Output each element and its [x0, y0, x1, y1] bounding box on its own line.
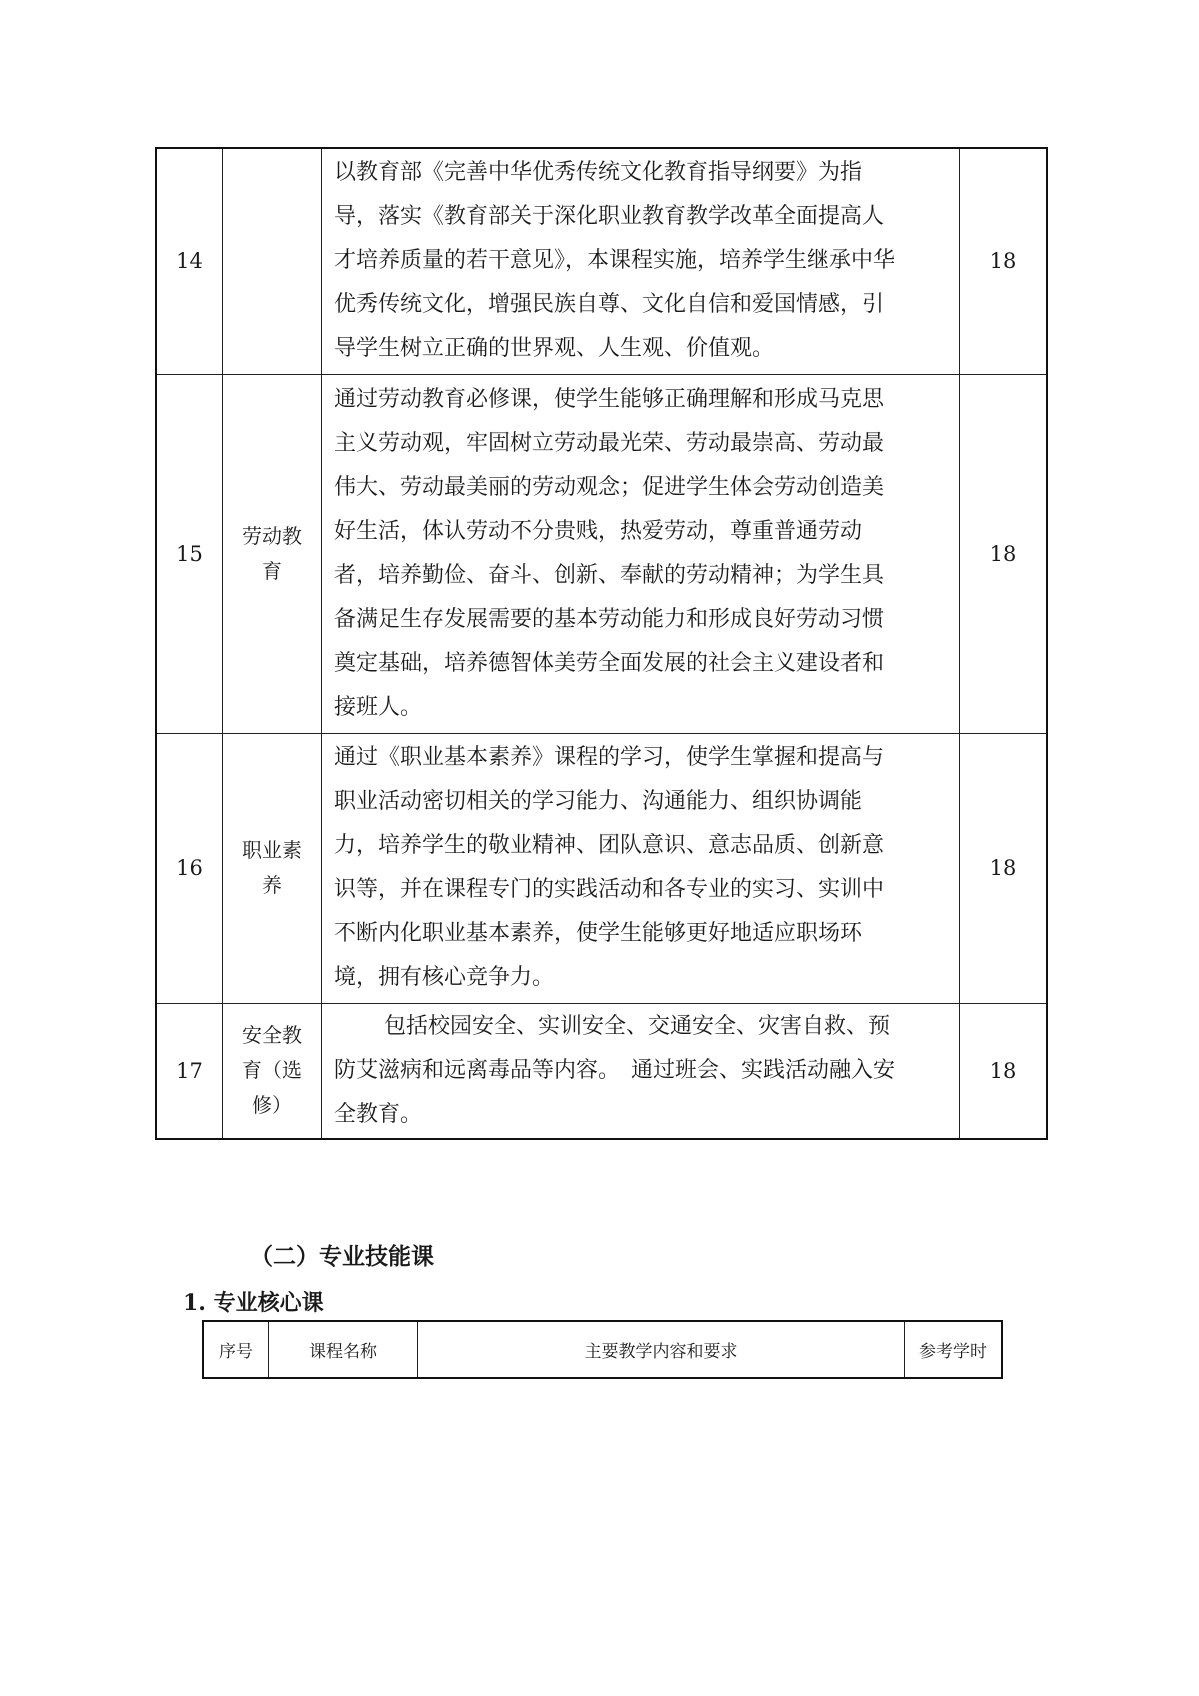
content-line: 伟大、劳动最美丽的劳动观念；促进学生体会劳动创造美: [334, 474, 885, 500]
core-course-table: [202, 1320, 1003, 1379]
content-line: 通过劳动教育必修课，使学生能够正确理解和形成马克思: [334, 386, 885, 412]
header-index: 序号: [203, 1321, 269, 1378]
course-hours: 18: [960, 1003, 1048, 1139]
content-line: 好生活，体认劳动不分贵贱，热爱劳动，尊重普通劳动: [334, 518, 863, 544]
content-line: 职业活动密切相关的学习能力、沟通能力、组织协调能: [334, 789, 863, 814]
content-line: 才培养质量的若干意见》，本课程实施，培养学生继承中华: [334, 248, 896, 274]
course-content: [322, 148, 960, 374]
course-hours: 18: [960, 733, 1048, 1003]
course-name-line: 劳动教: [242, 523, 302, 548]
content-line: 防艾滋病和远离毒品等内容。 通过班会、实践活动融入安: [334, 1057, 896, 1083]
course-name-line: 育（选: [242, 1058, 302, 1083]
course-content: [322, 1003, 960, 1139]
content-line: 包括校园安全、实训安全、交通安全、灾害自救、预: [384, 1013, 891, 1039]
content-line: 境，拥有核心竞争力。: [334, 965, 555, 990]
table-row: [156, 1003, 1047, 1139]
content-line: 识等，并在课程专门的实践活动和各专业的实习、实训中: [334, 877, 885, 902]
course-name: [223, 1003, 322, 1139]
content-line: 优秀传统文化，增强民族自尊、文化自信和爱国情感，引: [334, 292, 885, 318]
course-name-line: 养: [262, 873, 282, 897]
header-content: 主要教学内容和要求: [418, 1321, 905, 1378]
table-header-row: [203, 1321, 1002, 1378]
course-hours: 18: [960, 374, 1048, 733]
course-name-line: 育: [262, 558, 282, 583]
course-index: 14: [156, 148, 223, 374]
header-hours: 参考学时: [905, 1321, 1003, 1378]
content-line: 通过《职业基本素养》课程的学习，使学生掌握和提高与: [334, 745, 885, 770]
content-line: 力，培养学生的敬业精神、团队意识、意志品质、创新意: [334, 833, 885, 858]
course-hours: 18: [960, 148, 1048, 374]
content-line: 备满足生存发展需要的基本劳动能力和形成良好劳动习惯: [334, 606, 885, 632]
course-name-line: 修）: [252, 1093, 292, 1118]
course-content: [322, 733, 960, 1003]
header-course-name: 课程名称: [269, 1321, 418, 1378]
course-name: [223, 733, 322, 1003]
content-line: 接班人。: [334, 694, 423, 720]
course-index: 15: [156, 374, 223, 733]
table-row: [156, 374, 1047, 733]
course-index: 17: [156, 1003, 223, 1139]
table-row: [156, 733, 1047, 1003]
content-line: 导，落实《教育部关于深化职业教育教学改革全面提高人: [334, 204, 885, 230]
course-content: [322, 374, 960, 733]
table-row: [156, 148, 1047, 374]
section-heading: （二）专业技能课: [250, 1244, 434, 1270]
content-line: 奠定基础，培养德智体美劳全面发展的社会主义建设者和: [334, 650, 885, 676]
course-name-line: 职业素: [242, 838, 302, 862]
course-name: [223, 374, 322, 733]
course-index: 16: [156, 733, 223, 1003]
content-line: 全教育。: [334, 1101, 423, 1127]
content-line: 以教育部《完善中华优秀传统文化教育指导纲要》为指: [334, 160, 863, 186]
content-line: 主义劳动观，牢固树立劳动最光荣、劳动最崇高、劳动最: [334, 430, 885, 456]
subsection-heading: 1. 专业核心课: [183, 1290, 324, 1316]
course-name-line: 安全教: [242, 1023, 302, 1048]
content-line: 者，培养勤俭、奋斗、创新、奉献的劳动精神；为学生具: [334, 562, 885, 588]
content-line: 不断内化职业基本素养，使学生能够更好地适应职场环: [334, 921, 863, 946]
course-name: [223, 148, 322, 374]
content-line: 导学生树立正确的世界观、人生观、价值观。: [334, 336, 775, 362]
course-table: [155, 147, 1048, 1140]
